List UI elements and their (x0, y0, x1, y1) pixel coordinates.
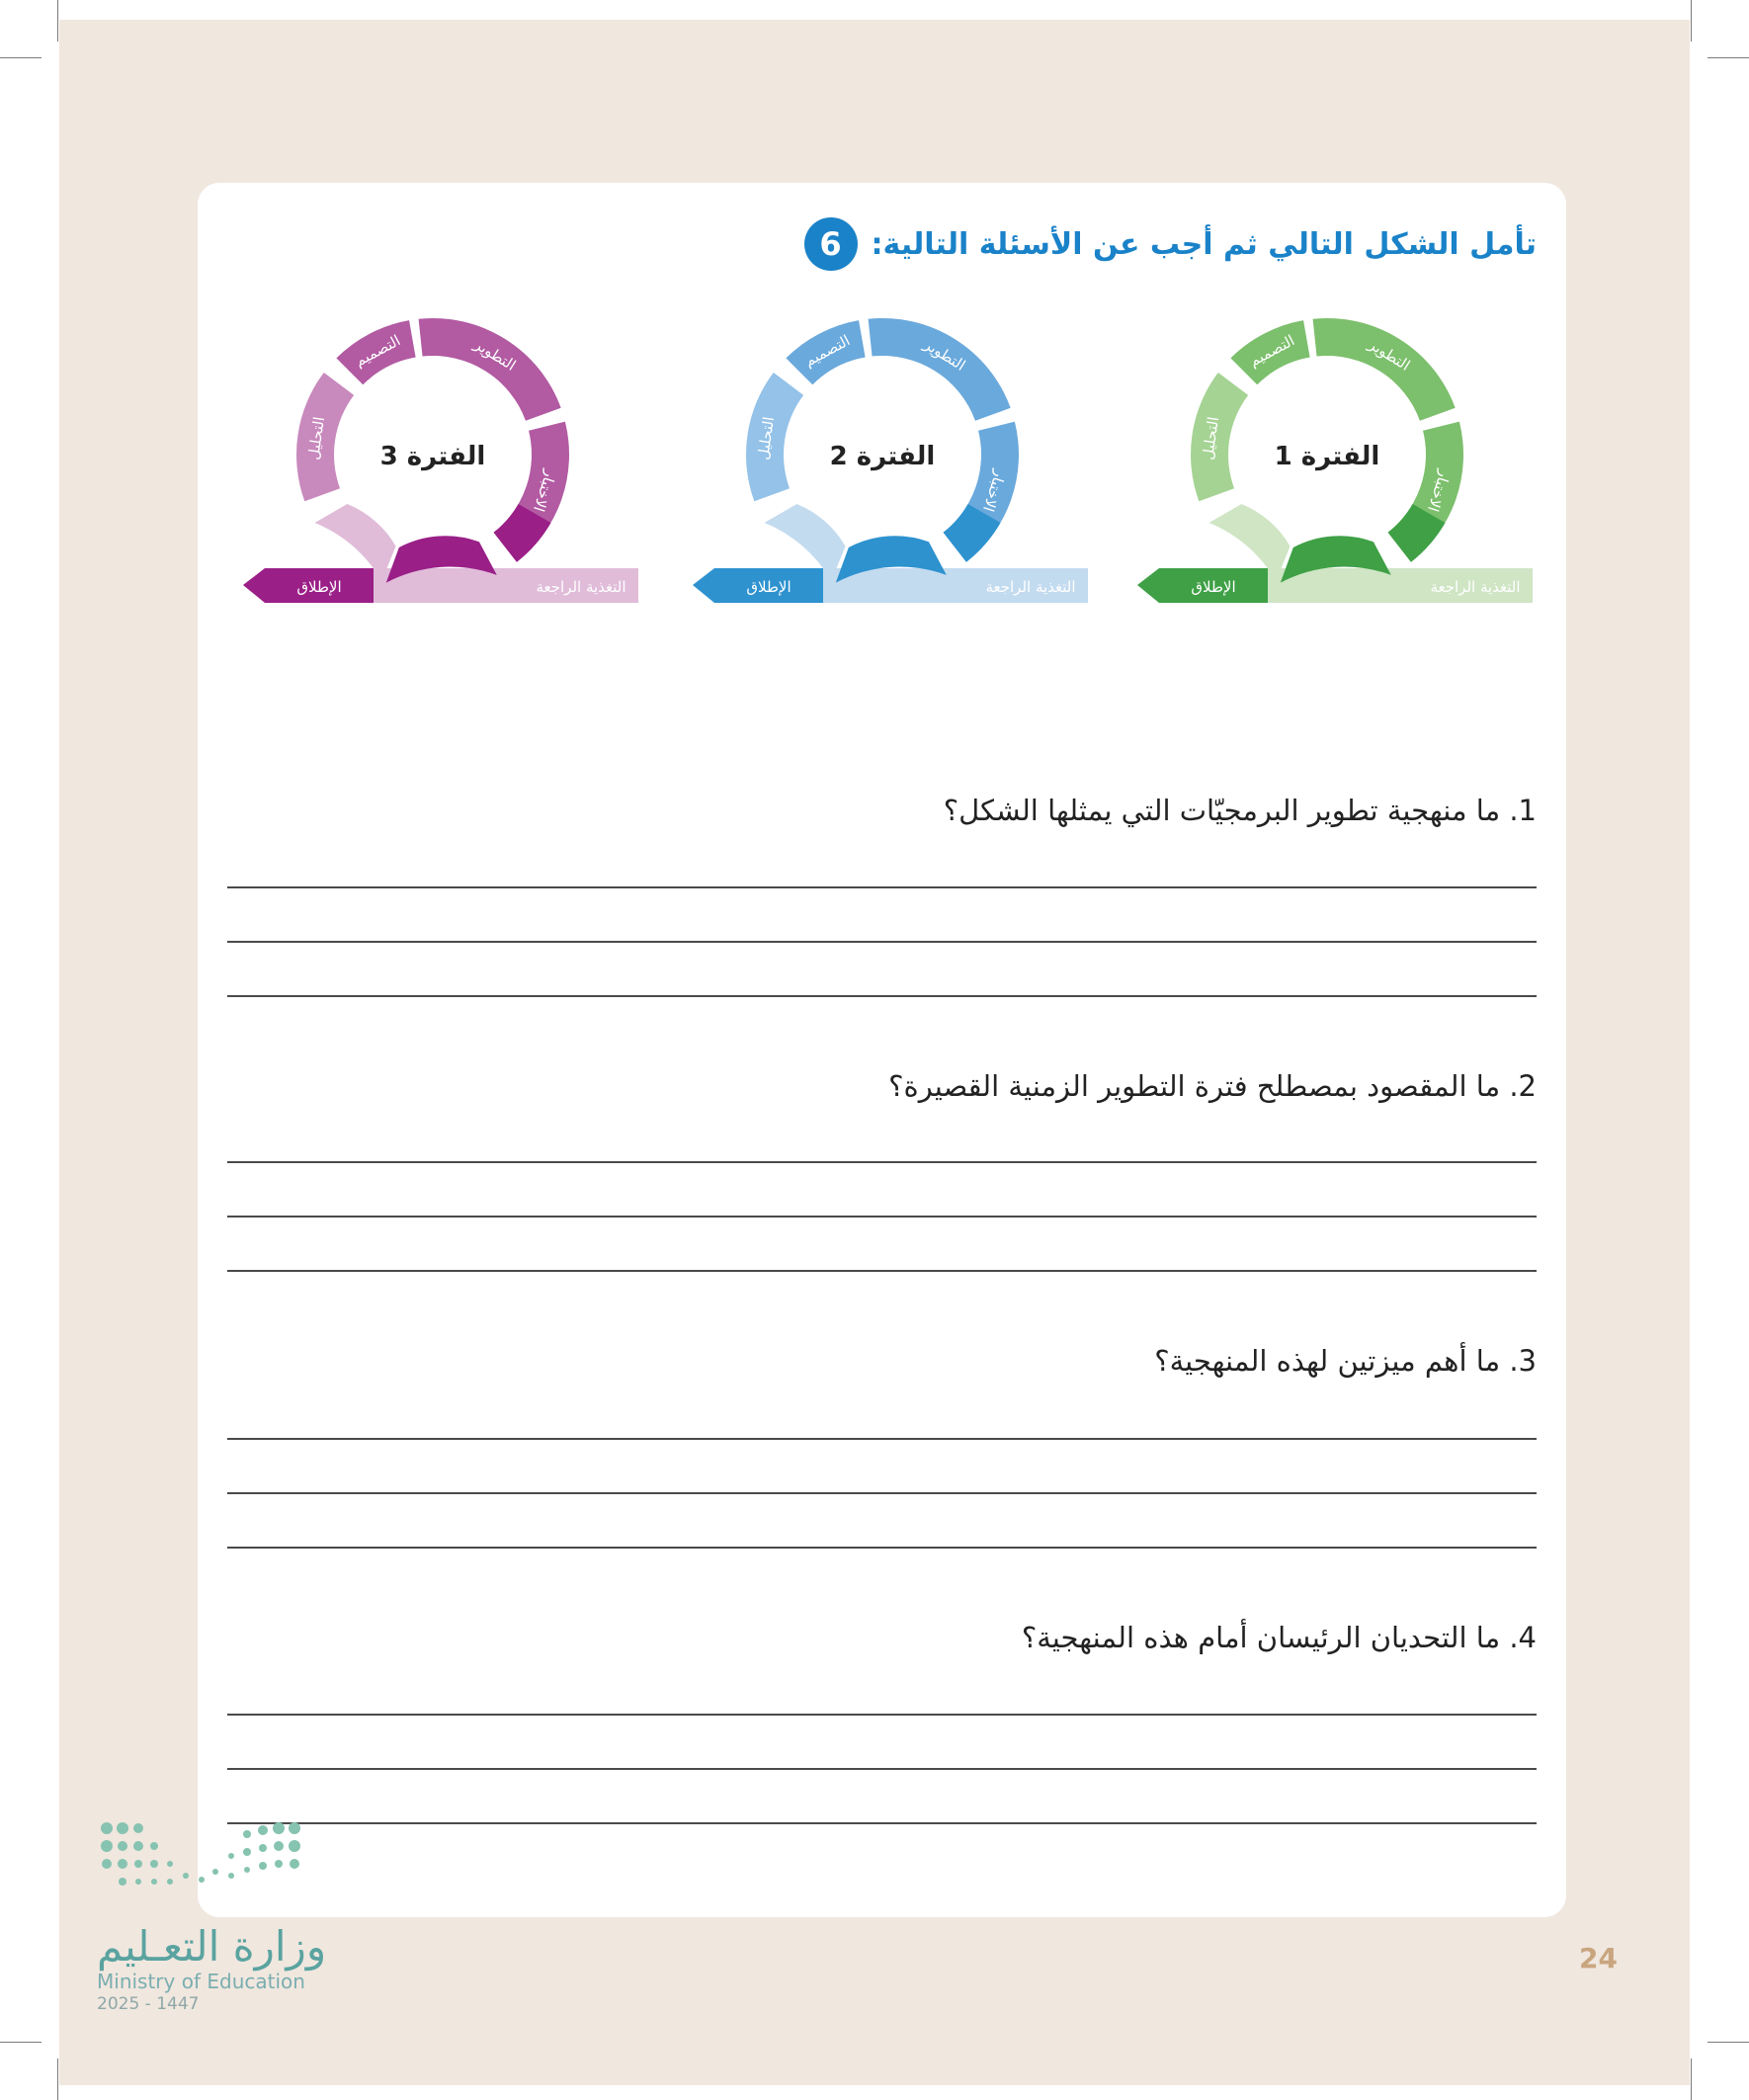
stage-label: التصميم (352, 331, 404, 371)
answer-line[interactable] (227, 1216, 1537, 1218)
agile-iterations-diagram (225, 306, 1540, 820)
stage-label: التحليل (304, 415, 329, 462)
cycle-diagram (1120, 306, 1535, 623)
logo-dots-icon (97, 1818, 314, 1912)
ministry-name-english: Ministry of Education (97, 1970, 305, 1993)
answer-line[interactable] (227, 1547, 1537, 1549)
question-1: 1. ما منهجية تطوير البرمجيّات التي يمثلها الشكل؟ (943, 794, 1537, 827)
launch-label: الإطلاق (296, 578, 342, 596)
answer-line[interactable] (227, 886, 1537, 888)
question-number-badge: 6 (804, 217, 858, 271)
cycle-segment-development (1313, 318, 1456, 421)
question-3: 3. ما أهم ميزتين لهذه المنهجية؟ (1154, 1344, 1537, 1378)
ministry-name-arabic: وزارة التعـليم (97, 1922, 327, 1971)
feedback-label: التغذية الراجعة (1430, 578, 1521, 596)
stage-label: التصميم (801, 331, 854, 371)
exercise-header (804, 217, 1537, 271)
stage-label: التصميم (1246, 331, 1298, 371)
feedback-label: التغذية الراجعة (985, 578, 1076, 596)
stage-label: التحليل (1199, 415, 1223, 462)
cycle-segment-development (419, 318, 561, 421)
crop-mark (1707, 57, 1749, 58)
exercise-card (198, 183, 1566, 1917)
question-2: 2. ما المقصود بمصطلح فترة التطوير الزمنية القصيرة؟ (888, 1069, 1537, 1103)
crop-mark (57, 2058, 58, 2100)
cycle-segment-development (869, 318, 1011, 421)
page-number: 24 (1579, 1942, 1618, 1974)
stage-label: الاختبار (978, 467, 1010, 514)
stage-label: الاختبار (529, 467, 560, 514)
period-label: الفترة 3 (379, 442, 486, 471)
ministry-logo (89, 1818, 346, 2016)
answer-line[interactable] (227, 1161, 1537, 1163)
stage-label: الاختبار (1423, 467, 1455, 514)
answer-line[interactable] (227, 1438, 1537, 1440)
period-label: الفترة 2 (829, 442, 936, 471)
cycle-diagram (675, 306, 1090, 623)
answer-line[interactable] (227, 1822, 1537, 1824)
crop-mark (1691, 2058, 1692, 2100)
answer-line[interactable] (227, 941, 1537, 943)
launch-label: الإطلاق (746, 578, 791, 596)
crop-mark (1691, 0, 1692, 42)
feedback-label: التغذية الراجعة (536, 578, 626, 596)
answer-line[interactable] (227, 1768, 1537, 1770)
stage-label: التطوير (1365, 335, 1414, 375)
crop-mark (57, 0, 58, 42)
answer-line[interactable] (227, 1270, 1537, 1272)
launch-label: الإطلاق (1191, 578, 1236, 596)
crop-mark (0, 57, 42, 58)
crop-mark (0, 2042, 42, 2043)
crop-mark (1707, 2042, 1749, 2043)
period-label: الفترة 1 (1274, 442, 1380, 471)
edition-year: 2025 - 1447 (97, 1994, 200, 2014)
stage-label: التحليل (754, 415, 779, 462)
answer-line[interactable] (227, 1714, 1537, 1716)
cycle-diagram (225, 306, 640, 623)
answer-line[interactable] (227, 995, 1537, 997)
question-4: 4. ما التحديان الرئيسان أمام هذه المنهجية؟ (1021, 1621, 1537, 1654)
stage-label: التطوير (920, 335, 969, 375)
answer-line[interactable] (227, 1492, 1537, 1494)
stage-label: التطوير (470, 335, 520, 375)
instruction-text: تأمل الشكل التالي ثم أجب عن الأسئلة التالية: (871, 226, 1537, 262)
